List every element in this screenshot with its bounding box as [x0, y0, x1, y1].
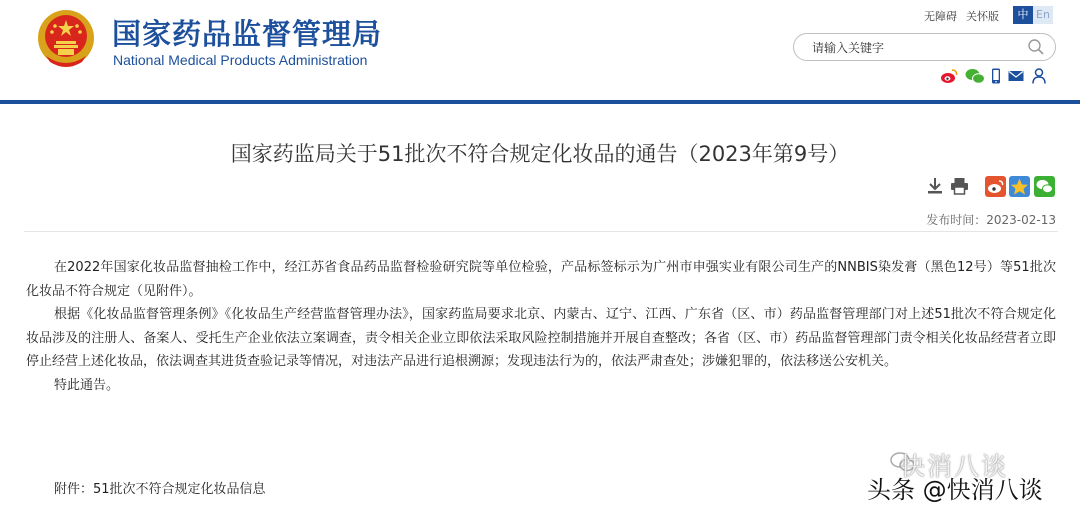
user-icon[interactable]	[1032, 68, 1046, 84]
qzone-share-icon[interactable]	[1009, 176, 1030, 197]
header-divider	[0, 100, 1080, 104]
article-body	[26, 256, 1056, 397]
accessibility-link[interactable]: 无障碍	[924, 10, 957, 23]
wechat-icon[interactable]	[965, 68, 985, 84]
site-logo-english[interactable]: National Medical Products Administration	[113, 52, 368, 68]
weibo-share-icon[interactable]	[985, 176, 1006, 197]
care-mode-link[interactable]: 关怀版	[966, 10, 999, 23]
national-emblem-icon	[36, 8, 96, 68]
lang-zh-button[interactable]: 中	[1013, 6, 1033, 24]
publish-date: 发布时间：2023-02-13	[926, 213, 1056, 227]
site-header	[0, 0, 1080, 100]
search-icon[interactable]	[1027, 38, 1045, 56]
top-links	[924, 8, 1008, 24]
wechat-share-icon[interactable]	[1034, 176, 1055, 197]
paragraph-2: 根据《化妆品监督管理条例》《化妆品生产经营监督管理办法》，国家药监局要求北京、内蒙古、辽宁、江西、广东省（区、市）药品监督管理部门对上述51批次不符合规定化妆品涉及的注册人、备案人、受托生产企业依法立案调查，责令相关企业立即依法采取风险控制措施并开展自查整改；各省（区、市）药品监督管理部门责令相关化妆品经营者立即停止经营上述化妆品，依法调查其进货查验记录等情况，对违法产品进行追根溯源；发现违法行为的，依法严肃查处；涉嫌犯罪的，依法移送公安机关。	[26, 307, 1056, 369]
attachment-label[interactable]: 附件：51批次不符合规定化妆品信息	[54, 482, 266, 497]
weibo-icon[interactable]	[940, 68, 958, 84]
print-icon[interactable]	[950, 177, 969, 195]
date-divider	[24, 231, 1058, 232]
watermark-source: 头条 @快消八谈	[867, 476, 1043, 504]
lang-en-button[interactable]: En	[1033, 6, 1053, 24]
paragraph-1: 在2022年国家化妆品监督抽检工作中，经江苏省食品药品监督检验研究院等单位检验，产品标签标示为广州市申强实业有限公司生产的NNBIS染发膏（黑色12号）等51批次化妆品不符合规定（见附件）。	[26, 260, 1056, 299]
article-title: 国家药监局关于51批次不符合规定化妆品的通告（2023年第9号）	[230, 142, 850, 166]
watermark-brand: 快消八谈	[900, 452, 1009, 481]
search-box	[793, 33, 1056, 61]
mobile-icon[interactable]	[991, 68, 1001, 84]
mail-icon[interactable]	[1008, 68, 1024, 84]
download-icon[interactable]	[926, 177, 944, 195]
site-logo-chinese[interactable]: 国家药品监督管理局	[112, 17, 383, 51]
paragraph-3: 特此通告。	[54, 377, 120, 393]
search-input[interactable]	[810, 38, 1014, 58]
